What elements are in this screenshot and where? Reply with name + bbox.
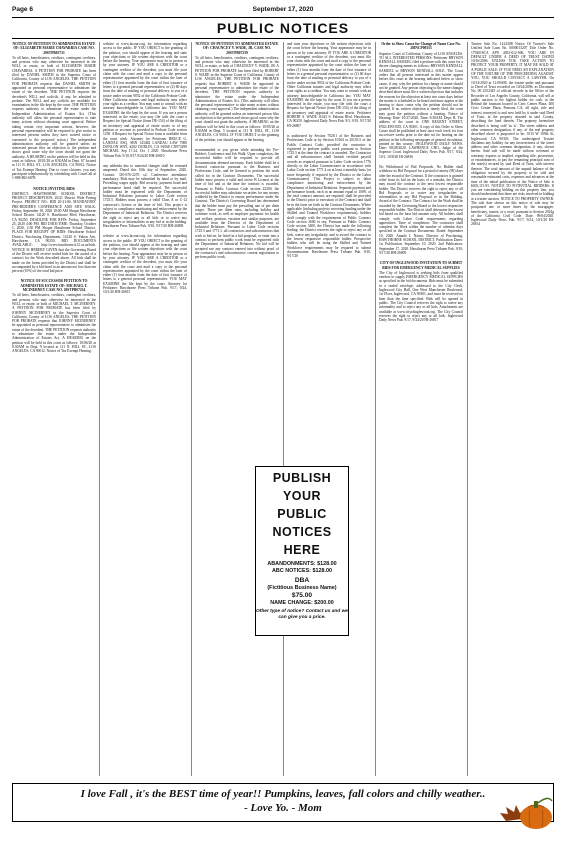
ad-dba: DBA [294, 577, 310, 584]
notice-body: recommended to you given while attending the Pre-Bidder's Conference and Job Walk. Upon completion, the successful bidder will be required to provide all documentation deemed necessary. Each bidder shall be a licensed contractor pursuant to the Business and Professions Code, and be licensed to perform the work called for in the Contract Documents. The successful bidder must possess a valid and active B License at the time of bid and at the time the contract is awarded. Pursuant to Public Contract Code section 22300, the successful bidder may substitute securities for any money withheld by the District to ensure performance under the Contract. The District's Governing Board has determined that the bidder must pay the prevailing rate of per diem wages. These per diem rates, including holiday and overtime work, as well as employer payments for health and welfare, pension, vacation and similar purposes, are available from the Director of the Department of Industrial Relations. Pursuant to Labor Code sections 1725.5 and 1771.1, all contractors and subcontractors that wish to bid on, be listed in a bid proposal, or enter into a contract to perform public work must be registered with the Department of Industrial Relations. No bid will be accepted nor any contract entered into without proof of the contractor's and subcontractors' current registration to perform public work. [195, 147, 279, 260]
page-number: Page 6 [12, 6, 33, 13]
notice-body: To all heirs, beneficiaries, creditors, contingent creditors, and persons who may otherwise be interested in the WILL or estate, or both of ELIZABETH MARIE CHAVARRIA. A PETITION FOR PROBATE has been filed by DANIEL SMITH in the Superior Court of California, County of LOS ANGELES. THE PETITION FOR PROBATE requests that DANIEL SMITH be appointed as personal representative to administer the estate of the decedent. THE PETITION requests the decedent's WILL and codicils, if any, be admitted to probate. The WILL and any codicils are available for examination in the file kept by the court. THE PETITION requests authority to administer the estate under the Independent Administration of Estates Act. (This authority will allow the personal representative to take many actions without obtaining court approval. Before taking certain very important actions, however, the personal representative will be required to give notice to interested persons unless they have waived notice or consented to the proposed action.) The independent administration authority will be granted unless an interested person files an objection to the petition and shows good cause why the court should not grant the authority. A HEARING on the petition will be held in this court as follows: 10/01/20 at 8:30AM in Dept. 67 located at 111 N. HILL ST., LOS ANGELES, CA 90012. Notice of Tax Exempt Hearing. Due to court closures, you may participate telephonically by scheduling with CourtCall at 1-888-882-6878. [12, 55, 96, 181]
column-3 [195, 42, 279, 776]
ad-headline-1: PUBLISH [272, 471, 332, 485]
notice [103, 234, 187, 294]
notice-body: is authorized by Section 7028.1 of the Business and Professions Code or by Section 10164 or 20103.5 of the Public Contract Code, provided the contractor is registered to perform public work pursuant to Section 1725.5 at the time the contract is awarded. The Contractor and all subcontractors shall furnish certified payroll records as required pursuant to Labor Code section 1776 directly to the Labor Commissioner in accordance with Labor Code section 1771.4 on at least a monthly basis (or more frequently if required by the District or the Labor Commissioner). This Project is subject to labor compliance monitoring and enforcement by the Department of Industrial Relations. Separate payment and performance bonds, each in an amount equal to 100% of the total contract amount, are required, shall be provided to the District prior to execution of the Contract and shall be in the form set forth in the Contract Documents. Where applicable (including projects receiving funding under the Skilled and Trained Workforce requirements), bidders shall comply with the requirements of Public Contract Code section 2600 et seq. Pursuant to Public Contract Code section 3400, the District has made the following finding: the District reserves the right to reject any or all bids, waive any irregularity, and to award the contract to the lowest responsive responsible bidder. Prospective bidders who will be using the Skilled and Trained Workforce requirements may be required to submit documentation. Hawthorne Press Tribune Pub. 9/10, 9/17/20 [287, 133, 371, 259]
notice-heading: NOTICE INVITING BIDS [33, 186, 75, 191]
notice-body: any addenda due to material changes shall be returned unopened. Dated this 10th day of September, 2020. Contact: 310-676-2276 x2. Conference attendance mandatory. Bids may be submitted by hand or by mail. Prevailing wages apply. Bid security, payment bond and performance bond shall be required. The successful bidder must be registered with the Department of Industrial Relations pursuant to Labor Code section 1725.5. Bidders must possess a valid Class A or C-12 contractor's license at the time of bid. This project is subject to compliance monitoring and enforcement by the Department of Industrial Relations. The District reserves the right to reject any or all bids or to waive any irregularities or informalities in any bid or in the bidding. Hawthorne Press Tribune Pub. 9/10, 9/17/20 HH-26808 [103, 164, 187, 229]
footer-message [12, 783, 554, 822]
notice [12, 279, 96, 353]
notice [287, 134, 371, 259]
ad-other: Other type of notice? Contact us and we can give you a price. [256, 609, 348, 620]
notice [195, 148, 279, 260]
notice-body: Trustee Sale No. 141434R Notice Of Trustee's Sale Unified Sale Loan No. 0000013207 Title Order No. 1794018CA APN 4052-012-006. YOU ARE IN DEFAULT UNDER A DEED OF TRUST DATED 10/16/2006. UNLESS YOU TAKE ACTION TO PROTECT YOUR PROPERTY, IT MAY BE SOLD AT A PUBLIC SALE. IF YOU NEED AN EXPLANATION OF THE NATURE OF THE PROCEEDING AGAINST YOU, YOU SHOULD CONTACT A LAWYER. On 10/14/2020 at 11:00AM, the trustee under and pursuant to Deed of Trust recorded on 10/24/2006, as Document No. 06 2352345 of official records in the Office of the Recorder of Los Angeles County, California, will sell at public auction to the highest bidder for cash, at the Behind the fountain located in Civic Center Plaza, 400 Civic Center Plaza, Pomona CA, all right, title and interest conveyed to and now held by it under said Deed of Trust, in the property situated in said County, describing the land therein. The property heretofore described is being sold 'as is'. The street address and other common designation, if any, of the real property described above is purported to be: 3515 W 109th St, Inglewood, CA 90303. The undersigned Trustee disclaims any liability for any incorrectness of the street address and other common designation, if any, shown herein. Said sale will be made without covenant or warranty, express or implied, regarding title, possession, or encumbrances, to pay the remaining principal sum of the note(s) secured by said Deed of Trust, with interest thereon. The total amount of the unpaid balance of the obligation secured by the property to be sold and reasonable estimated costs, expenses and advances at the time of the initial publication of the Notice of Sale is $403,115.93. NOTICE TO POTENTIAL BIDDERS: If you are considering bidding on this property lien, you should understand that there are risks involved in bidding at a trustee auction. NOTICE TO PROPERTY OWNER: The sale date shown on this notice of sale may be postponed one or more times by the mortgagee, beneficiary, trustee, or a court, pursuant to Section 2924g of the California Civil Code. Date: 09/04/2020. Inglewood Daily News Pub. 9/17, 9/24, 10/1/20 HI-26814 [471, 42, 554, 227]
notice-body: website at www.lacourt.org for information regarding access to the public. IF YOU OBJECT to the granting of the petition, you should appear at the hearing and state your objections or file written objections with the court before the hearing. Your appearance may be in person or by your attorney. IF YOU ARE A CREDITOR or a contingent creditor of the decedent, you must file your claim with the court and mail a copy to the personal representative appointed by the court within the later of either (1) four months from the date of first issuance of letters to a general personal representative, or (2) 60 days from the date of mailing or personal delivery to you of a notice under section 9052 of the California Probate Code. Other California statutes and legal authority may affect your rights as a creditor. You may want to consult with an attorney knowledgeable in California law. YOU MAY EXAMINE the file kept by the court. If you are a person interested in the estate, you may file with the court a Request for Special Notice (form DE-154) of the filing of an inventory and appraisal of estate assets or of any petition or account as provided in Probate Code section 1250. A Request for Special Notice form is available from the court clerk. Attorney for Petitioner BRUCE G. LANDAU ESQ. SBN 143482 LANDAU LAW 7080 DONLON WAY, #202 DUBLIN, CA 94568 CN973290 MICHAEL Sep 17,24, Oct 1 2020. Hawthorne Press Tribune Pub. 9/10,9/17,9/24/20 HH-26810 [103, 42, 187, 158]
notice [103, 164, 187, 228]
notice-body: and state your objections or file written objections with the court before the hearing. Your appearance may be in person or by your attorney. IF YOU ARE A CREDITOR or a contingent creditor of the decedent, you must file your claim with the court and mail a copy to the personal representative appointed by the court within the later of either (1) four months from the date of first issuance of letters to a general personal representative, or (2) 60 days from the date of mailing or personal delivery to you of a notice under section 9052 of the California Probate Code. Other California statutes and legal authority may affect your rights as a creditor. You may want to consult with an attorney knowledgeable in California law. YOU MAY EXAMINE the file kept by the court. If you are a person interested in the estate, you may file with the court a Request for Special Notice (form DE-154) of the filing of an inventory and appraisal of estate assets. Petitioner ROBERT S. WADE 11623 S. Paloma Blvd. Hawthorne, CA 90250. Inglewood Daily News Pub. 9/3, 9/10, 9/17/20 HI-26807 [287, 42, 371, 128]
notice [379, 42, 463, 159]
notice [12, 187, 96, 274]
pumpkin-icon [520, 805, 552, 829]
notice [287, 42, 371, 128]
notice-body: To all heirs, beneficiaries, creditors, contingent creditors, and persons who may otherwise be interested in the WILL or estate, or both of CHAUNCEY V. WADE, JR. A PETITION FOR PROBATE has been filed by ROBERT S. WADE in the Superior Court of California, County of LOS ANGELES. THE PETITION FOR PROBATE requests that ROBERT S. WADE be appointed as personal representative to administer the estate of the decedent. THE PETITION requests authority to administer the estate under the Independent Administration of Estates Act. (This authority will allow the personal representative to take many actions without obtaining court approval.) The independent administration authority will be granted unless an interested person files an objection to the petition and shows good cause why the court should not grant the authority. A HEARING on the petition will be held in this court as follows: 10/05/20 at 8:30AM in Dept. 5 located at 111 N. HILL ST., LOS ANGELES, CA 90012. IF YOU OBJECT to the granting of the petition, you should appear at the hearing [195, 55, 279, 142]
ad-price-abandonments: ABANDONMENTS: $128.00 [267, 561, 337, 567]
ad-name-change: NAME CHANGE: $200.00 [270, 600, 334, 606]
ad-headline-3: PUBLIC [277, 507, 327, 521]
section-title: PUBLIC NOTICES [12, 17, 554, 39]
column-divider [99, 42, 100, 776]
column-divider [467, 42, 468, 776]
page-header [12, 6, 554, 16]
column-2 [103, 42, 187, 776]
ad-dba-price: $75.00 [291, 592, 313, 599]
notice-heading: NOTICE OF PETITION TO ADMINISTER ESTATE OF: ELIZABETH MARIE CHAVARRIA CASE NO. 20STPB05731 [12, 42, 96, 55]
notice [12, 42, 96, 181]
column-divider [283, 42, 284, 776]
notice-columns [12, 42, 554, 776]
footer-line-1: I love Fall , it's the BEST time of year!! Pumpkins, leaves, fall colors and chilly weather.. [80, 788, 486, 800]
notice-body: website at www.lacourt.org for information regarding access to the public. IF YOU OBJECT to the granting of the petition, you should appear at the hearing and state your objections or file written objections with the court before the hearing. Your appearance may be in person or by your attorney. IF YOU ARE A CREDITOR or a contingent creditor of the decedent, you must file your claim with the court and mail a copy to the personal representative appointed by the court within the later of either (1) four months from the date of first issuance of letters to a general personal representative. YOU MAY EXAMINE the file kept by the court. Attorney for Petitioner. Hawthorne Press Tribune Pub. 9/17, 9/24, 10/1/20 HH-26815 [103, 234, 187, 295]
notice-body: DISTRICT: HAWTHORNE SCHOOL DISTRICT PROJECT DESCRIPTION: 20/21 District Wide Paving Project. PROJECT NO.: BID 20-21-06. MANDATORY PRE-BIDDER'S CONFERENCE AND SITE WALK: Friday, September 18, 2020 10:00 AM Shopat Hawthorne School District 14120 S. Hawthorne Blvd. Hawthorne, CA 90250. DEADLINE FOR RFI'S: Friday, September 25, 2020 4:00 PM. BID DATE/TIME: Thursday, October 1, 2020, 2:30 PM Shopat Hawthorne School District. PLACE FOR RECEIPT OF BIDS: Hawthorne School District, Purchasing Department, 14120 S. Yukon Ave, Hawthorne, CA 90250. BID DOCUMENTS AVAILABLE: http://www.hawthorne.k12.ca.us/bids. NOTICE IS HEREBY GIVEN that the Governing Board of the District will receive sealed bids for the award of a contract for the Work described above. All bids shall be made on the forms provided by the District and shall be accompanied by a bid bond in an amount not less than ten percent (10%) of the total bid price. [12, 191, 96, 274]
notice-heading: NOTICE OF SUCCESSOR PETITION TO ADMINISTER ESTATE OF: MICHAEL T. MCINERNEY CASE NO. 20STPB07234 [20, 279, 88, 293]
column-divider [375, 42, 376, 776]
publish-notices-ad [255, 466, 349, 636]
column-5 [379, 42, 463, 776]
column-6 [471, 42, 554, 776]
notice [379, 165, 463, 255]
column-4 [287, 42, 371, 776]
notice-heading: NOTICE OF PETITION TO ADMINISTER ESTATE OF: CHAUNCEY V. WADE, JR. CASE NO. 20STPB07239 [195, 42, 279, 55]
ad-headline-2: YOUR [282, 489, 322, 503]
notice-heading: CITY OF INGLEWOOD INVITATION TO SUBMIT BIDS FOR EMERGENCY MEDICAL SUPPLIES [379, 261, 463, 270]
notice-body: Superior Court of California, County of LOS ANGELES. TO ALL INTERESTED PERSONS: Petitioner BRYSON KENDALL SAMUEL filed a petition with this court for a decree changing names as follows: BRYSON KENDALL SAMUEL to BRYSON KENDALL SOLE. The Court orders that all persons interested in this matter appear before this court at the hearing indicated below to show cause, if any, why the petition for change of name should not be granted. Any person objecting to the name changes described above must file a written objection that includes the reasons for the objection at least two court days before the matter is scheduled to be heard and must appear at the hearing to show cause why the petition should not be granted. If no written objection is timely filed, the court may grant the petition without a hearing. Notice of Hearing: Date: 10/27/2020, Time: 8:30AM, Dept: B. The address of the court is: ONE REGENT STREET, INGLEWOOD, CA 90301. A copy of this Order to Show Cause shall be published at least once each week for four successive weeks prior to the date set for hearing on the petition in the following newspaper of general circulation, printed in this county: INGLEWOOD DAILY NEWS. Date: 08/28/2020. LAWRENCE CHO, Judge of the Superior Court. Inglewood Daily News Pub. 9/17, 9/24, 10/1, 10/8/20 HI-26816 [379, 51, 463, 159]
notice-body: The City of Inglewood is seeking bids from qualified vendors to supply EMERGENCY MEDICAL SUPPLIES as specified in the bid documents. Bids must be submitted in a sealed envelope, addressed to the City Clerk, Inglewood City Hall, One West Manchester Boulevard, 1st Floor, Inglewood, CA 90301, and must be received no later than the time specified. Bids will be opened in public. The City Council reserves the right to waive any informality and to reject any or all bids. Attachments are available at www.cityofinglewood.org. The City Council reserves the right to reject any or all bids. Inglewood Daily News Pub. 9/17, 9/24/20 HI-26817 [379, 270, 463, 323]
ad-headline-4: NOTICES [272, 525, 332, 539]
notice [379, 261, 463, 322]
column-divider [191, 42, 192, 776]
notice [103, 42, 187, 158]
ad-dba-sub: (Fictitious Business Name) [267, 585, 337, 591]
column-1 [12, 42, 96, 776]
notice [471, 42, 554, 227]
ad-price-abc: ABC NOTICES: $128.00 [272, 568, 332, 574]
notice-heading: Order to Show Cause for Change of Name Case No. 20INCP00353 [381, 42, 461, 51]
issue-date: September 17, 2020 [252, 6, 314, 13]
ad-headline-5: HERE [283, 543, 321, 557]
notice-body: To all heirs, beneficiaries, creditors, contingent creditors, and persons who may otherwise be interested in the WILL or estate, or both of MICHAEL T. MCINERNEY. A PETITION FOR PROBATE has been filed by JOHNNY MCINERNEY in the Superior Court of California, County of LOS ANGELES. THE PETITION FOR PROBATE requests that JOHNNY MCINERNEY be appointed as personal representative to administer the estate of the decedent. THE PETITION requests authority to administer the estate under the Independent Administration of Estates Act. A HEARING on the petition will be held in this court as follows: 10/06/20 at 8:30AM in Dept. 9 located at 111 N. HILL ST., LOS ANGELES, CA 90012. Notice of Tax Exempt Hearing. [12, 293, 96, 354]
notice-body: No Withdrawal of Bid Proposals. No Bidder shall withdraw its Bid Proposal for a period of ninety (90) days after the award of the Contract. If the contractor is granted relief from its bid on the basis of a mistake, the District may award the contract to the next lowest responsible bidder. The District reserves the right to reject any or all Bid Proposals or to waive any irregularities or informalities in any Bid Proposal or in the Bidding. Award of the Contract: The Contract for the Work shall be awarded by the Governing Board to the lowest responsive responsible bidder. The District shall determine the lowest bid based on the base bid amount only. All bidders shall comply with Labor Code requirements regarding apprentices. Time of completion: The contractor shall complete the Work within the number of calendar days specified in the Contract Documents. Dated: September 10, 2020. Amado I. Naiser, Director of Purchasing, HAWTHORNE SCHOOL DISTRICT. Publication Dates: 1st Publication: September 10, 2020. 2nd Publication: September 17, 2020. Hawthorne Press Tribune Pub. 9/10, 9/17/20 HH-26809 [379, 165, 463, 255]
pumpkin-leaves-icon [498, 783, 556, 833]
notice [195, 42, 279, 142]
footer-signature: - Love Yo. - Mom [244, 802, 322, 814]
